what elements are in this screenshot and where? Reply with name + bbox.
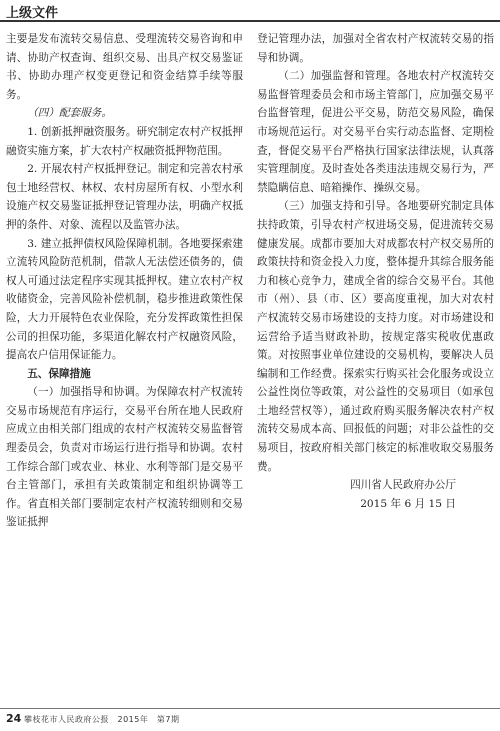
issue-date: 2015 年 6 月 15 日 [360,497,456,510]
paragraph: 主要是发布流转交易信息、受理流转交易咨询和申请、协助产权查询、组织交易、出具产权交易鉴证书、协助办理产权变更登记和资金结算手续等服务。 [6,33,243,101]
paragraph: （三）加强支持和引导。各地要研究制定具体扶持政策，引导农村产权进场交易，促进流转交易健康发展。成都市要加大对成都农村产权交易所的政策扶持和资金投入力度，整体提升其综合服务能力和核心竞争力，建成全省的综合交易平台。其他市（州）、县（市、区）要高度重视，加大对农村产权流转交易市场建设的支持力度。对市场建设和运营给予适当财政补助，按规定落实税收优惠政策。对按照事业单位建设的交易机构，要解决人员编制和工作经费。探索实行购买社会化服务或设立公益性岗位等政策，对公益性的交易项目（如承包土地经营权等），通过政府购买服务解决农村产权流转交易成本高、回报低的问题；对非公益性的交易项目，按政府相关部门核定的标准收取交易服务费。 [257,200,494,473]
publication-info: 攀枝花市人民政府公报 2015年 第7期 [24,715,180,724]
paragraph: 3. 建立抵押债权风险保障机制。各地要探索建立流转风险防范机制，借款人无法偿还债务的，债权人可通过法定程序实现其抵押权。建立农村产权收储资金，完善风险补偿机制，稳步推进政策性保险，大力开展特色农业保险，充分发挥政策性担保公司的担保功能，多渠道化解农村产权融资风险，提高农户信用保证能力。 [6,237,243,362]
right-column [257,30,494,513]
footer-rule [0,708,500,709]
paragraph: 登记管理办法，加强对全省农村产权流转交易的指导和协调。 [257,33,494,64]
page-number: 24 [6,712,22,725]
page-footer [0,708,500,731]
section-heading: 五、保障措施 [27,367,91,380]
paragraph: （二）加强监督和管理。各地农村产权流转交易监督管理委员会和市场主管部门，应加强交易平台监督管理，促进公平交易，防范交易风险，确保市场规范运行。对交易平台实行动态监督、定期检查，督促交易平台严格执行国家法律法规，认真落实管理制度。及时查处各类违法违规交易行为，严禁隐瞒信息、暗箱操作、操纵交易。 [257,70,494,194]
left-column [6,30,243,532]
header-rule [0,20,500,22]
paragraph: （一）加强指导和协调。为保障农村产权流转交易市场规范有序运行，交易平台所在地人民政府应成立由相关部门组成的农村产权流转交易监督管理委员会，负责对市场运行进行指导和协调。农村工作综合部门或农业、林业、水利等部门是交易平台主管部门，承担有关政策制定和组织协调等工作。省直相关部门要制定农村产权流转细则和交易鉴证抵押 [6,386,243,529]
paragraph: 1. 创新抵押融资服务。研究制定农村产权抵押融资实施方案，扩大农村产权融资抵押物范围。 [6,125,243,157]
section-title: 上级文件 [6,6,59,21]
page-header [0,0,500,24]
paragraph: 2. 开展农村产权抵押登记。制定和完善农村承包土地经营权、林权、农村房屋所有权、小型水利设施产权交易鉴证抵押登记管理办法，明确产权抵押的条件、对象、流程以及监管办法。 [6,163,243,231]
subheading: （四）配套服务。 [27,107,112,120]
issuing-organization: 四川省人民政府办公厅 [350,479,456,492]
